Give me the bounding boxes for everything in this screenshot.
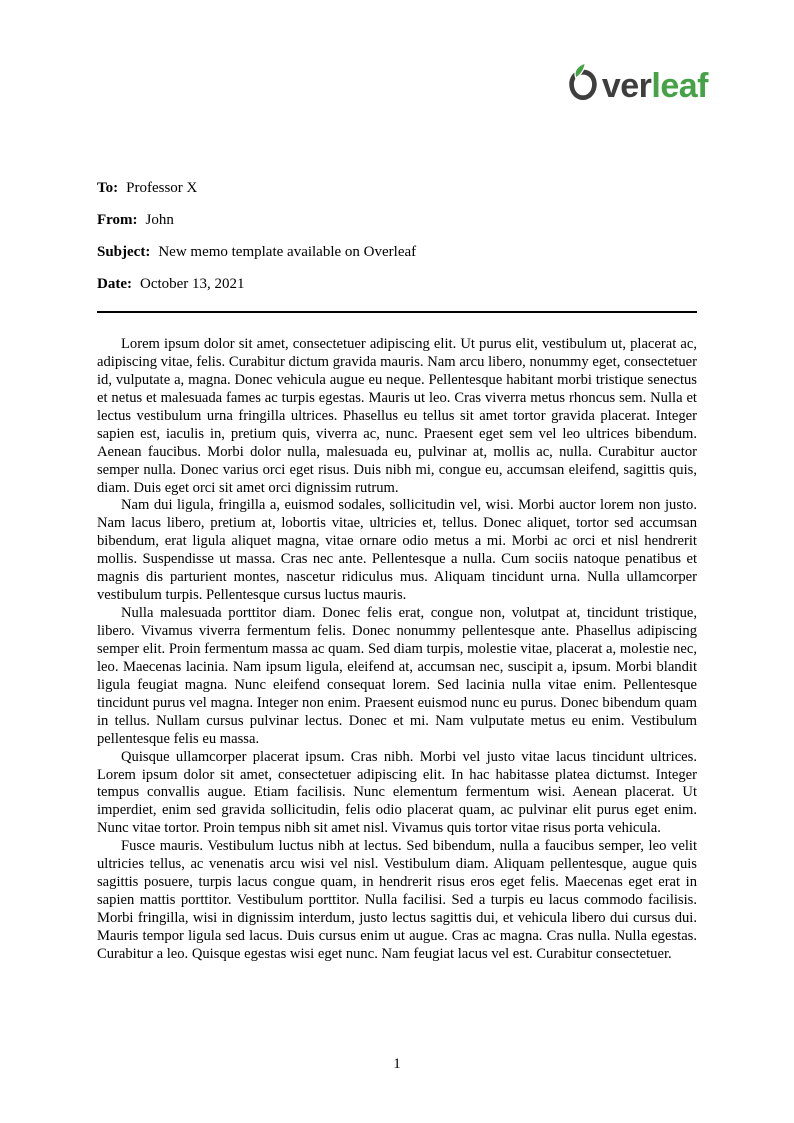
memo-field-date [97, 274, 697, 294]
memo-header [97, 178, 697, 306]
header-divider-rule [97, 311, 697, 313]
overleaf-logo [565, 62, 708, 111]
body-paragraph: Lorem ipsum dolor sit amet, consectetuer adipiscing elit. Ut purus elit, vestibulum ut, placerat ac, adipiscing vitae, felis. Curabitur dictum gravida mauris. Nam arcu libero, nonummy eget, consectetuer id, vulputate a, magna. Donec vehicula augue eu neque. Pellentesque habitant morbi tristique senectus et netus et malesuada fames ac turpis egestas. Mauris ut leo. Cras viverra metus rhoncus sem. Nulla et lectus vestibulum urna fringilla ultrices. Phasellus eu tellus sit amet tortor gravida placerat. Integer sapien est, iaculis in, pretium quis, viverra ac, nunc. Praesent eget sem vel leo ultrices bibendum. Aenean faucibus. Morbi dolor nulla, malesuada eu, pulvinar at, mollis ac, nulla. Curabitur auctor semper nulla. Donec varius orci eget risus. Duis nibh mi, congue eu, accumsan eleifend, sagittis quis, diam. Duis eget orci sit amet orci dignissim rutrum. [97, 336, 697, 496]
memo-field-label: Subject: [97, 244, 151, 260]
memo-field-value: Professor X [126, 180, 198, 196]
memo-field-subject [97, 242, 697, 262]
memo-field-from [97, 210, 697, 230]
memo-field-label: To: [97, 180, 119, 196]
logo-text-over: ver [601, 67, 652, 105]
memo-field-to [97, 178, 697, 198]
body-paragraph: Nulla malesuada porttitor diam. Donec felis erat, congue non, volutpat at, tincidunt tristique, libero. Vivamus viverra fermentum felis. Donec nonummy pellentesque ante. Phasellus adipiscing semper elit. Proin fermentum massa ac quam. Sed diam turpis, molestie vitae, placerat a, molestie nec, leo. Maecenas lacinia. Nam ipsum ligula, eleifend at, accumsan nec, suscipit a, ipsum. Morbi blandit ligula feugiat magna. Nunc eleifend consequat lorem. Sed lacinia nulla vitae enim. Pellentesque tincidunt purus vel magna. Integer non enim. Praesent euismod nunc eu purus. Donec bibendum quam in tellus. Nullam cursus pulvinar lectus. Donec et mi. Nam vulputate metus eu enim. Vestibulum pellentesque felis eu massa. [97, 605, 697, 747]
memo-body [97, 336, 697, 964]
body-paragraph: Quisque ullamcorper placerat ipsum. Cras nibh. Morbi vel justo vitae lacus tincidunt ultrices. Lorem ipsum dolor sit amet, consectetuer adipiscing elit. In hac habitasse platea dictumst. Integer tempus convallis augue. Etiam facilisis. Nunc elementum fermentum wisi. Aenean placerat. Ut imperdiet, enim sed gravida sollicitudin, felis odio placerat quam, ac pulvinar elit purus eget enim. Nunc vitae tortor. Proin tempus nibh sit amet nisl. Vivamus quis tortor vitae risus porta vehicula. [97, 748, 697, 837]
page-footer [0, 1056, 794, 1073]
body-paragraph: Nam dui ligula, fringilla a, euismod sodales, sollicitudin vel, wisi. Morbi auctor lorem non justo. Nam lacus libero, pretium at, lobortis vitae, ultricies et, tellus. Donec aliquet, tortor sed accumsan bibendum, erat ligula aliquet magna, vitae ornare odio metus a mi. Morbi ac orci et nisl hendrerit mollis. Suspendisse ut massa. Cras nec ante. Pellentesque a nulla. Cum sociis natoque penatibus et magnis dis parturient montes, nascetur ridiculus mus. Aliquam tincidunt urna. Nulla ullamcorper vestibulum turpis. Pellentesque cursus luctus mauris. [97, 497, 697, 604]
memo-field-value: John [145, 212, 174, 228]
memo-field-label: From: [97, 212, 138, 228]
logo-text-leaf: leaf [651, 67, 708, 105]
memo-field-value: New memo template available on Overleaf [158, 244, 417, 260]
body-paragraph: Fusce mauris. Vestibulum luctus nibh at lectus. Sed bibendum, nulla a faucibus semper, leo velit ultricies tellus, ac venenatis arcu wisi vel nisl. Vestibulum diam. Aliquam pellentesque, augue quis sagittis posuere, turpis lacus congue quam, in hendrerit risus eros eget felis. Maecenas eget erat in sapien mattis porttitor. Vestibulum porttitor. Nulla facilisi. Sed a turpis eu lacus commodo facilisis. Morbi fringilla, wisi in dignissim interdum, justo lectus sagittis dui, et vehicula libero dui cursus dui. Mauris tempor ligula sed lacus. Duis cursus enim ut augue. Cras ac magna. Cras nulla. Nulla egestas. Curabitur a leo. Quisque egestas wisi eget nunc. Nam feugiat lacus vel est. Curabitur consectetuer. [97, 838, 697, 962]
overleaf-o-leaf-icon [565, 62, 601, 111]
memo-field-value: October 13, 2021 [139, 276, 245, 292]
memo-field-label: Date: [97, 276, 132, 292]
page-number: 1 [393, 1056, 401, 1072]
